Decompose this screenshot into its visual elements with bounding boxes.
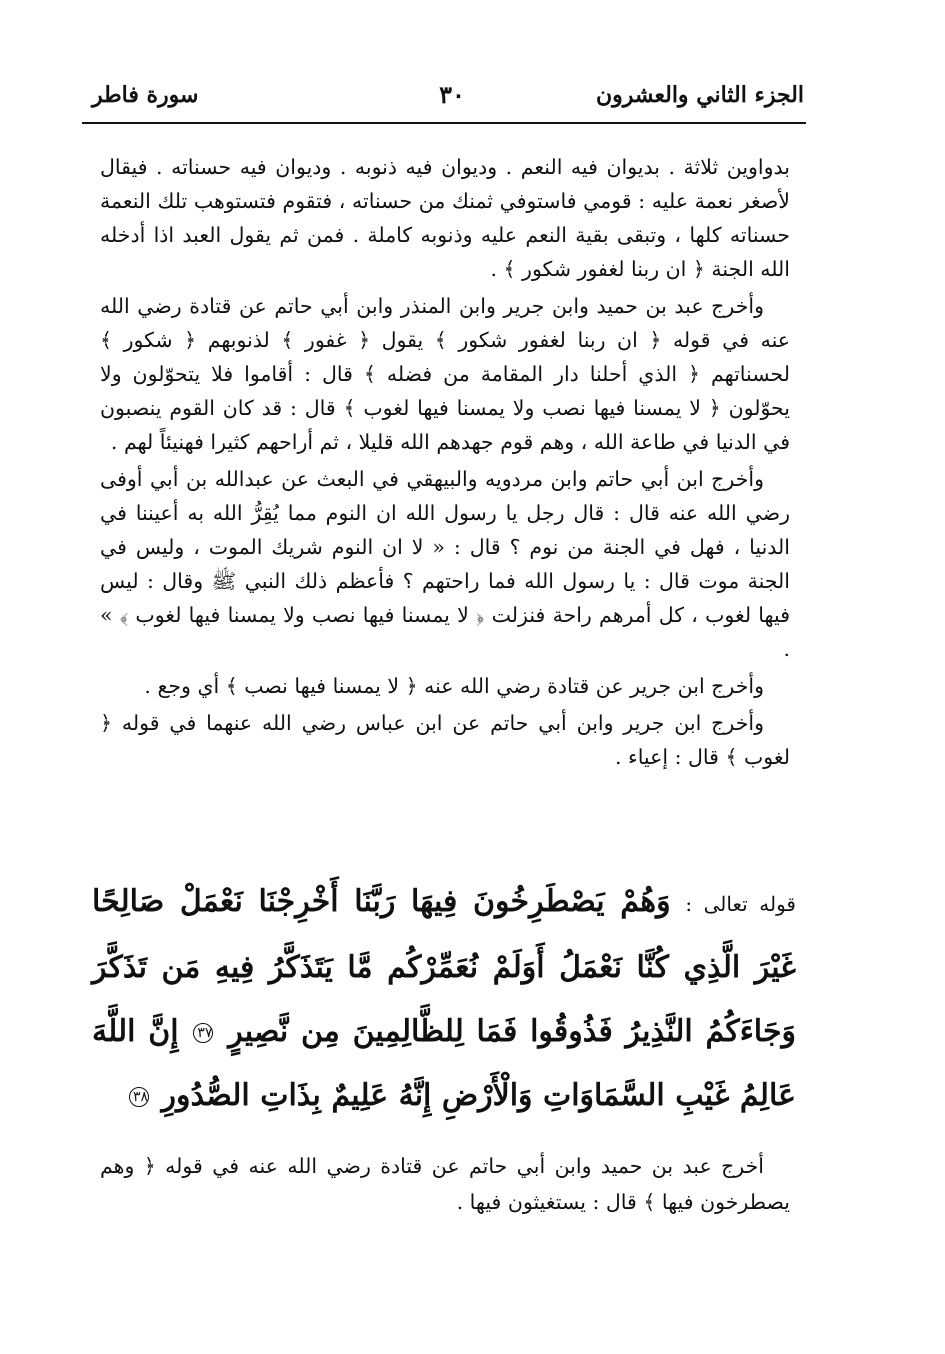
- ayah-number-mark: ٣٧: [193, 1023, 213, 1043]
- verse-text: إِنَّ اللَّهَ عَالِمُ غَيْبِ السَّمَاوَاتِ وَالْأَرْضِ إِنَّهُ عَلِيمٌ بِذَاتِ الصُّدُورِ: [92, 1014, 796, 1113]
- paragraph: وأخرج ابن جرير عن قتادة رضي الله عنه ﴿ لا يمسنا فيها نصب ﴾ أي وجع .: [144, 674, 764, 698]
- paragraph: وأخرج عبد بن حميد وابن جرير وابن المنذر وابن أبي حاتم عن قتادة رضي الله عنه في قوله ﴿ ان ربنا لغفور شكور ﴾ يقول ﴿ غفور ﴾ لذنوبهم ﴿ شكور ﴾ لحسناتهم ﴿ الذي أحلنا دار المقامة من فضله ﴾ قال : أقاموا فلا يتحوّلون ولا يحوّلون ﴿ لا يمسنا فيها نصب ولا يمسنا فيها لغوب ﴾ قال : قد كان القوم ينصبون في الدنيا في طاعة الله ، وهم قوم جهدهم الله قليلا ، ثم أراحهم كثيرا فهنيئاً لهم .: [100, 294, 790, 454]
- verse-intro: قوله تعالى :: [685, 892, 796, 916]
- paragraph: بدواوين ثلاثة . بديوان فيه النعم . وديوان فيه ذنوبه . وديوان فيه حسناته . فيقال لأصغر نعمة عليه : قومي فاستوفي ثمنك من حسناته ، فتقوم فتستوهب تلك النعمة حسناته كلها ، وتبقى بقية النعم عليه وذنوبه كاملة . فمن ثم يقول العبد اذا أدخله الله الجنة ﴿ ان ربنا لغفور شكور ﴾ .: [100, 155, 790, 281]
- quran-verse-block: [92, 870, 796, 1128]
- paragraph: وأخرج ابن جرير وابن أبي حاتم عن ابن عباس رضي الله عنهما في قوله ﴿ لغوب ﴾ قال : إعياء .: [100, 711, 790, 769]
- paragraph: وأخرج ابن أبي حاتم وابن مردويه والبيهقي في البعث عن عبدالله بن أبي أوفى رضي الله عنه قال : قال رجل يا رسول الله ان النوم مما يُقِرُّ الله به أعيننا في الدنيا ، فهل في الجنة من نوم ؟ قال : « لا ان النوم شريك الموت ، وليس في الجنة موت قال : يا رسول الله فما راحتهم ؟ فأعظم ذلك النبي ﷺ وقال : ليس فيها لغوب ، كل أمرهم راحة فنزلت ﴿ لا يمسنا فيها نصب ولا يمسنا فيها لغوب ﴾ » .: [100, 467, 790, 661]
- commentary-body: [100, 150, 790, 777]
- header-divider: [82, 122, 806, 124]
- page-number: ٣٠: [439, 80, 465, 109]
- tail-commentary: [100, 1148, 790, 1220]
- juz-title: الجزء الثاني والعشرون: [595, 82, 804, 108]
- verse-text: وَهُمْ يَصْطَرِخُونَ فِيهَا رَبَّنَا أَخْرِجْنَا نَعْمَلْ صَالِحًا غَيْرَ الَّذِي كُنَّا نَعْمَلُ أَوَلَمْ نُعَمِّرْكُم مَّا يَتَذَكَّرُ فِيهِ مَن تَذَكَّرَ وَجَاءَكُمُ النَّذِيرُ فَذُوقُوا فَمَا لِلظَّالِمِينَ مِن نَّصِيرٍ: [92, 884, 796, 1049]
- surah-title: سورة فاطر: [92, 82, 199, 108]
- page-header: [92, 78, 804, 124]
- paragraph: أخرج عبد بن حميد وابن أبي حاتم عن قتادة رضي الله عنه في قوله ﴿ وهم يصطرخون فيها ﴾ قال : يستغيثون فيها .: [100, 1154, 790, 1214]
- ayah-number-mark: ٣٨: [129, 1087, 149, 1107]
